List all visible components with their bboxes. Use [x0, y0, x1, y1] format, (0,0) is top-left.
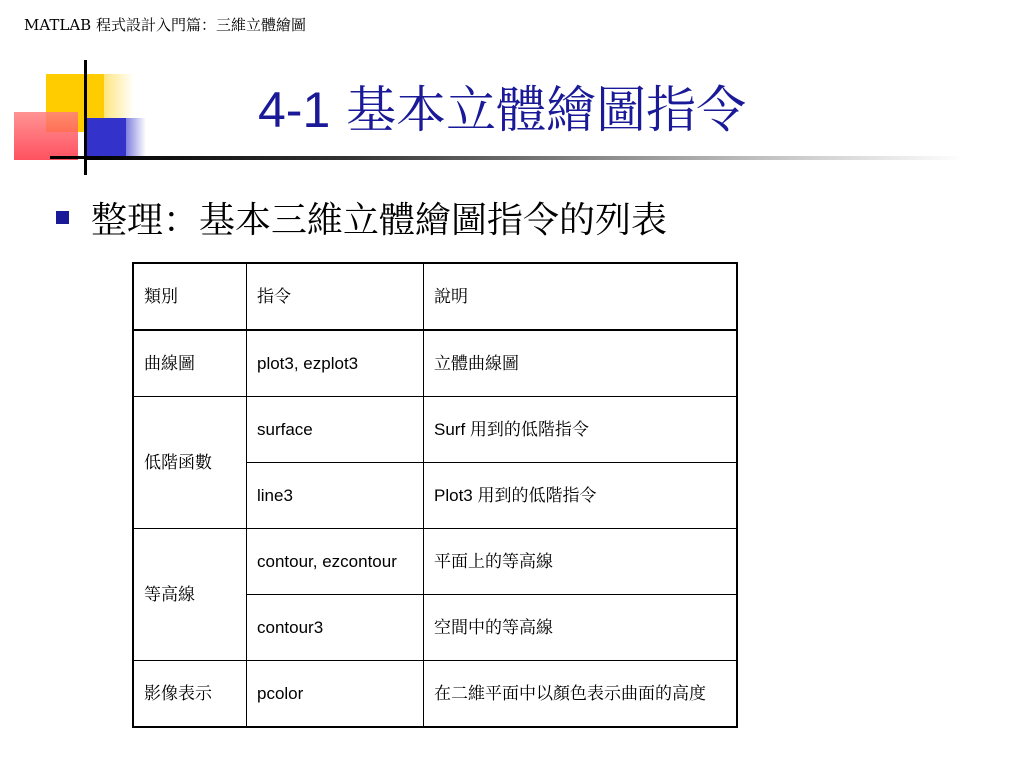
title-divider — [84, 156, 964, 160]
bullet-square-icon — [56, 211, 69, 224]
table-row — [133, 330, 737, 397]
category-cell: 曲線圖 — [133, 330, 247, 397]
slide-title-number: 4-1 — [258, 82, 331, 138]
column-header-description: 說明 — [424, 263, 738, 330]
command-cell: contour, ezcontour — [247, 529, 424, 595]
logo-blue-square — [86, 118, 126, 158]
bullet-text: 整理：基本三維立體繪圖指令的列表 — [91, 200, 668, 241]
description-cell: 空間中的等高線 — [424, 595, 738, 661]
header-text: MATLAB 程式設計入門篇：三維立體繪圖 — [24, 16, 306, 34]
table-row — [133, 529, 737, 595]
category-cell: 低階函數 — [133, 397, 247, 529]
column-header-command: 指令 — [247, 263, 424, 330]
category-cell: 等高線 — [133, 529, 247, 661]
table-row — [133, 397, 737, 463]
bullet-item — [56, 192, 667, 243]
table-row — [133, 661, 737, 728]
logo-red-square — [14, 112, 78, 160]
description-cell: 立體曲線圖 — [424, 330, 738, 397]
command-cell: pcolor — [247, 661, 424, 728]
slide-title — [258, 70, 746, 142]
description-cell: 在二維平面中以顏色表示曲面的高度 — [424, 661, 738, 728]
column-header-category: 類別 — [133, 263, 247, 330]
table-header-row — [133, 263, 737, 330]
description-cell: Surf 用到的低階指令 — [424, 397, 738, 463]
category-cell: 影像表示 — [133, 661, 247, 728]
command-cell: surface — [247, 397, 424, 463]
slide-title-text: 基本立體繪圖指令 — [346, 81, 747, 139]
command-cell: plot3, ezplot3 — [247, 330, 424, 397]
logo-blue-fade — [126, 118, 146, 158]
command-cell: line3 — [247, 463, 424, 529]
command-cell: contour3 — [247, 595, 424, 661]
description-cell: 平面上的等高線 — [424, 529, 738, 595]
description-cell: Plot3 用到的低階指令 — [424, 463, 738, 529]
command-table — [132, 262, 738, 728]
